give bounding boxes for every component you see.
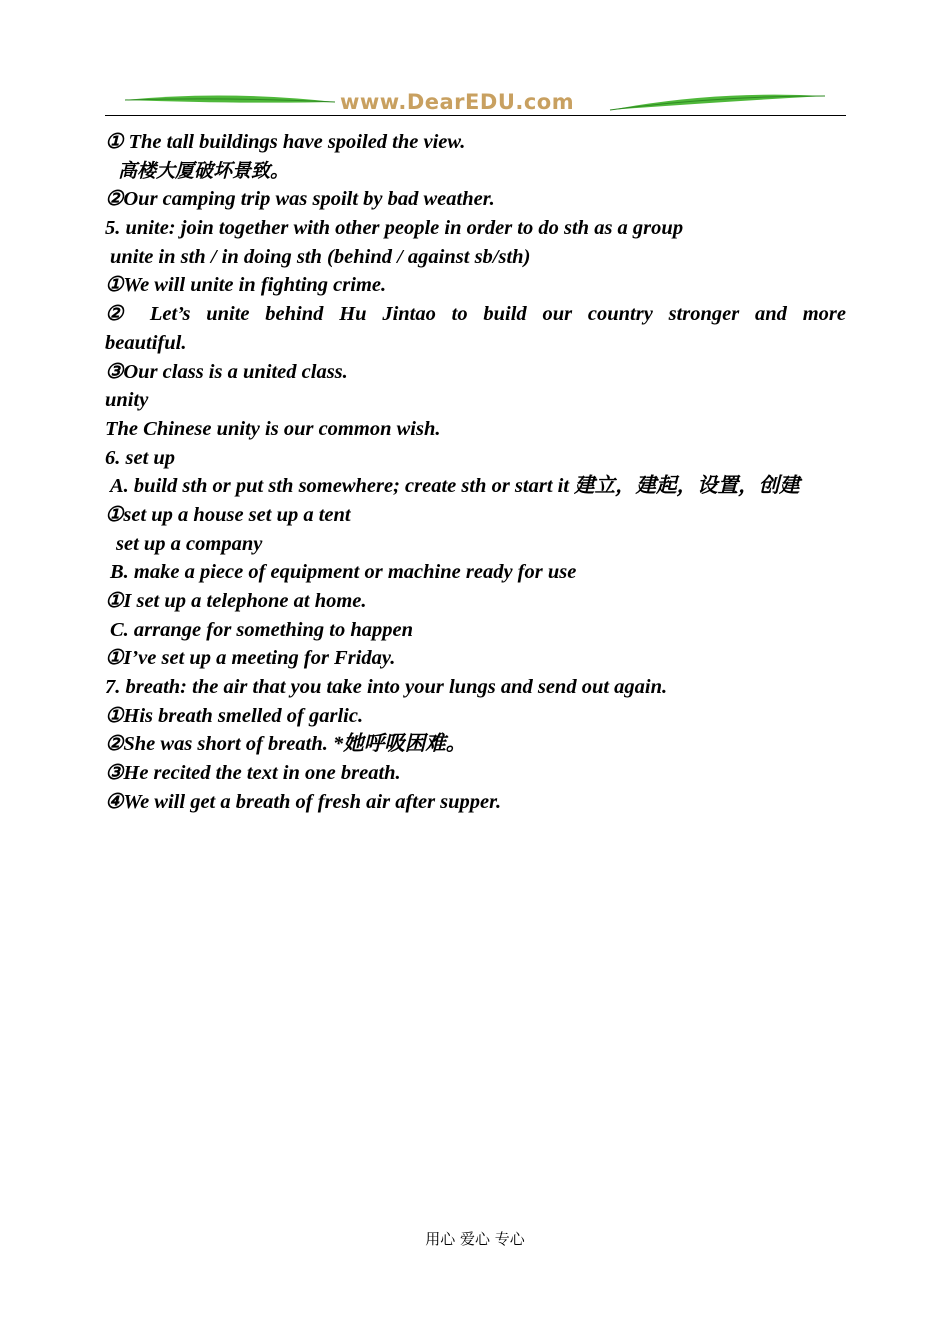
definition-line: C. arrange for something to happen	[110, 618, 413, 641]
example-line: ③He recited the text in one breath.	[105, 762, 401, 785]
related-word: unity	[105, 389, 149, 412]
definition-line: B. make a piece of equipment or machine ready for use	[110, 561, 577, 584]
vocab-heading: 5. unite: join together with other people in order to do sth as a group	[105, 217, 684, 240]
example-line: ④We will get a breath of fresh air after supper.	[105, 790, 502, 813]
translation-line: 高楼大厦破坏景致。	[118, 159, 290, 182]
example-line: ①I set up a telephone at home.	[105, 590, 367, 612]
site-brand: www.DearEDU.com	[340, 90, 575, 114]
example-line: ① The tall buildings have spoiled the view.	[105, 131, 466, 153]
vocab-heading: 6. set up	[105, 446, 176, 469]
example-line: ②Our camping trip was spoilt by bad weather.	[105, 188, 495, 211]
example-line: ①We will unite in fighting crime.	[105, 274, 387, 297]
document-body	[105, 128, 846, 817]
example-line: The Chinese unity is our common wish.	[105, 417, 441, 440]
example-line: ③Our class is a united class.	[105, 360, 348, 383]
definition-line: A. build sth or put sth somewhere; create sth or start it 建立，建起，设置，创建	[110, 475, 800, 498]
example-line: ②She was short of breath. *她呼吸困难。	[105, 733, 467, 756]
example-line: set up a company	[116, 532, 263, 555]
vocab-heading: 7. breath: the air that you take into your lungs and send out again.	[105, 676, 668, 699]
page-footer: 用心 爱心 专心	[425, 1230, 525, 1248]
example-line-continued: beautiful.	[105, 331, 187, 354]
example-line: ② Let’s unite behind Hu Jintao to build our country stronger and more	[105, 303, 846, 326]
header-divider	[105, 115, 846, 116]
example-line: ①His breath smelled of garlic.	[105, 704, 364, 727]
example-line: ①I’ve set up a meeting for Friday.	[105, 647, 396, 670]
example-line: ①set up a house set up a tent	[105, 503, 351, 526]
usage-line: unite in sth / in doing sth (behind / against sb/sth)	[110, 245, 531, 268]
